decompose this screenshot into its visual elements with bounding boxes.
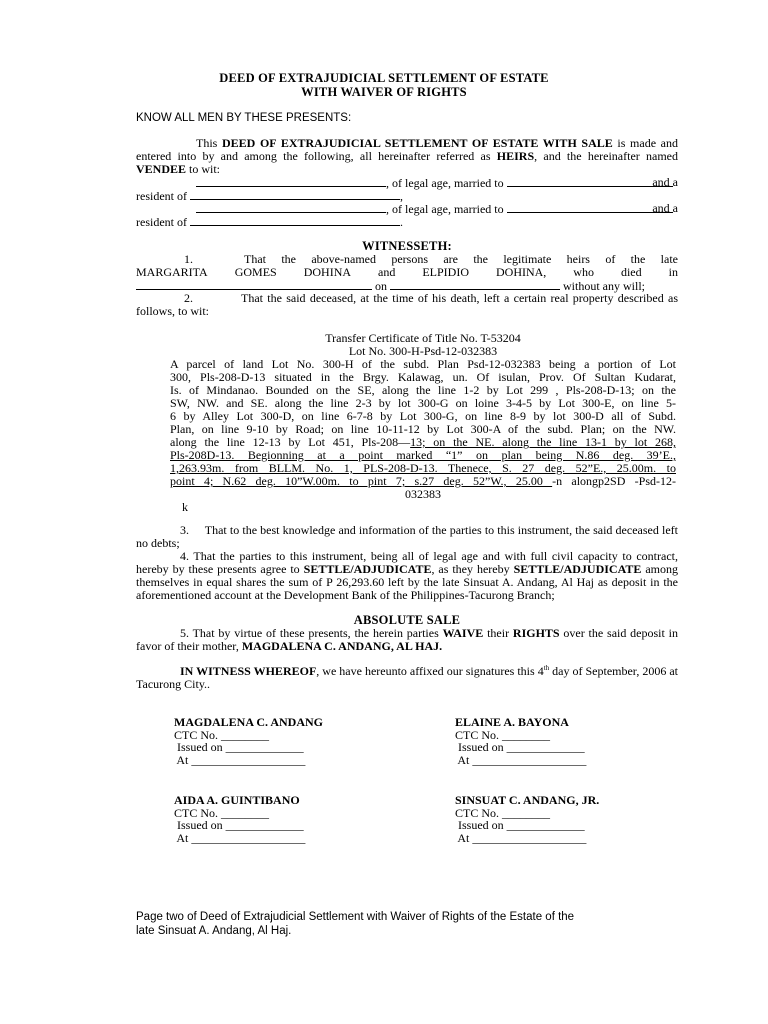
signatory-ctc: CTC No. ________ xyxy=(174,727,270,742)
signatory-issued: Issued on _____________ xyxy=(455,740,585,754)
signatory-ctc: CTC No. ________ xyxy=(455,805,551,820)
property-lot: Lot No. 300-H-Psd-12-032383 xyxy=(348,344,498,358)
item-1-line-3: on without any will; xyxy=(136,279,678,293)
intro-text: KNOW ALL MEN BY THESE PRESENTS: xyxy=(136,112,352,124)
party-line-2: , of legal age, married to and a xyxy=(136,202,678,216)
signatory-issued: Issued on _____________ xyxy=(174,818,304,832)
footer-line-2: late Sinsuat A. Andang, Al Haj. xyxy=(136,925,292,937)
stray-character: k xyxy=(182,500,188,514)
item-1-line-1: 1. That the above-named persons are the legitimate heirs of the late xyxy=(184,252,678,266)
property-line-2: 300, Pls-208-D-13 situated in the Brgy. Kalawag, un. Of isulan, Prov. Of Sultan Kudarat, xyxy=(170,370,676,384)
signatory-issued: Issued on _____________ xyxy=(455,818,585,832)
item-5: 5. That by virtue of these presents, the herein parties WAIVE their RIGHTS over the said deposit in favor of their mother, MAGDALENA C. ANDANG, AL HAJ. xyxy=(136,626,679,653)
signatory-at: At ___________________ xyxy=(174,752,306,767)
signatory-block-2 xyxy=(455,716,695,766)
property-line-8: Pls-208D-13. Begionning at a point marked “1” on plan being N.86 deg. 39’E., xyxy=(170,448,676,462)
property-line-9: 1,263.93m. from BLLM. No. 1, PLS-208-D-13. Thenece, S. 27 deg. 52”E., 25.00m. to xyxy=(170,461,676,475)
title-line-2: WITH WAIVER OF RIGHTS xyxy=(301,85,467,99)
property-line-3: Is. of Mindanao. Bounded on the SE, along the line 1-2 by Lot 299 , Pls-208-D-13; on the xyxy=(170,383,676,397)
signatory-name: SINSUAT C. ANDANG, JR. xyxy=(455,793,600,807)
item-3: 3. That to the best knowledge and information of the parties to this instrument, the said deceased left no debts; xyxy=(136,523,679,550)
signatory-name: ELAINE A. BAYONA xyxy=(455,715,569,729)
party-resident-1: resident of , xyxy=(136,189,403,203)
property-line-5: 6 by Alley Lot 300-D, on line 6-7-8 by Lot 300-G, on line 8-9 by lot 300-D all of Subd. xyxy=(170,409,676,423)
property-line-6: Plan, on line 9-10 by Road; on line 10-11-12 by Lot 300-A of the subd. Plan; on the NW. xyxy=(170,422,676,436)
footer-line-1: Page two of Deed of Extrajudicial Settlement with Waiver of Rights of the Estate of the xyxy=(136,911,575,923)
witnesseth-heading: WITNESSETH: xyxy=(362,239,452,253)
signatory-at: At ___________________ xyxy=(455,752,587,767)
signatory-at: At ___________________ xyxy=(455,830,587,845)
paragraph-opening: This DEED OF EXTRAJUDICIAL SETTLEMENT OF ESTATE WITH SALE is made and entered into by and among the following, all hereinafter referred as HEIRS, and the hereinafter named VENDEE to wit: xyxy=(136,136,679,176)
signatory-block-1 xyxy=(174,716,414,766)
signatory-block-3 xyxy=(174,794,414,844)
signatory-block-4 xyxy=(455,794,695,844)
absolute-sale-heading: ABSOLUTE SALE xyxy=(353,613,461,627)
property-line-1: A parcel of land Lot No. 300-H of the subd. Plan Psd-12-032383 being a portion of Lot xyxy=(170,357,676,371)
signatory-ctc: CTC No. ________ xyxy=(455,727,551,742)
party-resident-2: resident of . xyxy=(136,215,403,229)
property-tct: Transfer Certificate of Title No. T-53204 xyxy=(325,331,521,345)
signatory-issued: Issued on _____________ xyxy=(174,740,304,754)
property-line-7: along the line 12-13 by Lot 451, Pls-208—13; on the NE. along the line 13-1 by lot 268, xyxy=(170,435,676,449)
title-line-1: DEED OF EXTRAJUDICIAL SETTLEMENT OF ESTATE xyxy=(219,71,549,85)
item-4: 4. That the parties to this instrument, being all of legal age and with full civil capacity to contract, hereby by these presents agree to SETTLE/ADJUDICATE, as they hereby SETTLE/ADJUDICATE among themselves in equal shares the sum of P 26,293.60 left by the late Sinsuat A. Andang, Al Haj as deposit in the aforementioned account at the Development Bank of the Philippines-Tacurong Branch; xyxy=(136,549,678,602)
signatory-ctc: CTC No. ________ xyxy=(174,805,270,820)
footer-note xyxy=(136,910,696,938)
party-line-1: , of legal age, married to and a xyxy=(136,176,678,190)
property-line-10: point 4; N.62 deg. 10”W.00m. to pint 7; s.27 deg. 52”W., 25.00 -n alongp2SD -Psd-12- xyxy=(170,474,677,488)
signatory-name: MAGDALENA C. ANDANG xyxy=(174,715,324,729)
signatory-at: At ___________________ xyxy=(174,830,306,845)
item-2: 2. That the said deceased, at the time of his death, left a certain real property described as follows, to wit: xyxy=(136,291,678,318)
witness-clause: IN WITNESS WHEREOF, we have hereunto affixed our signatures this 4th day of September, 2006 at Tacurong City.. xyxy=(136,664,678,691)
property-line-11: 032383 xyxy=(405,487,441,501)
signatory-name: AIDA A. GUINTIBANO xyxy=(174,793,300,807)
property-line-4: SW, NW. and SE. along the line 2-3 by lot 300-G on loine 3-4-5 by Lot 300-E, on line 5- xyxy=(170,396,676,410)
item-1-names: MARGARITA GOMES DOHINA and ELPIDIO DOHINA, who died in xyxy=(136,265,678,279)
